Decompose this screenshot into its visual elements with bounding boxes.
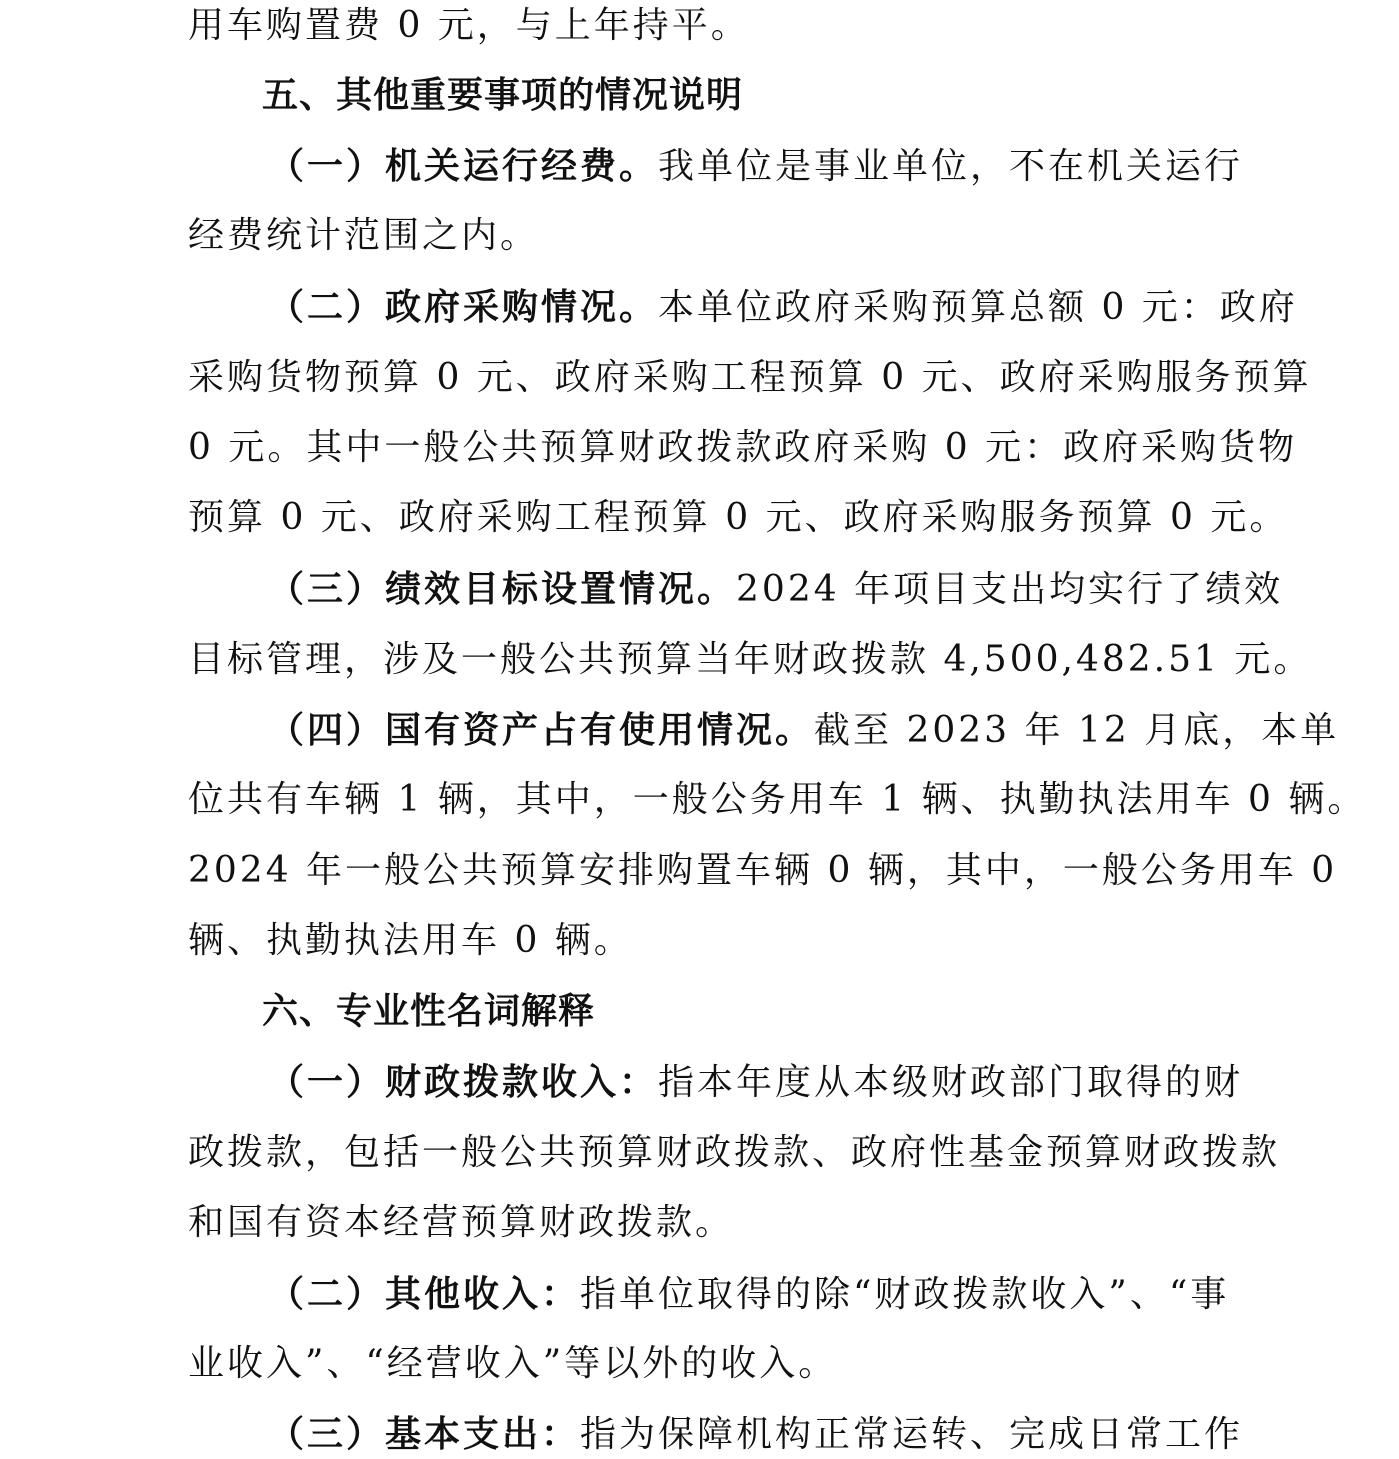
subsection-lead: （一）财政拨款收入：	[268, 1061, 659, 1103]
line-text: 业收入”、“经营收入”等以外的收入。	[188, 1343, 838, 1384]
paragraph-line	[188, 776, 1367, 824]
paragraph-line	[268, 1410, 1244, 1458]
subsection-lead: （三）基本支出：	[268, 1413, 581, 1455]
line-text: 采购货物预算 0 元、政府采购工程预算 0 元、政府采购服务预算	[188, 357, 1312, 398]
line-text: 经费统计范围之内。	[188, 215, 540, 256]
paragraph-line	[188, 494, 1289, 542]
line-text: 2024 年项目支出均实行了绩效	[736, 569, 1284, 610]
line-text: 2024 年一般公共预算安排购置车辆 0 辆，其中，一般公务用车 0	[188, 850, 1338, 891]
paragraph-line	[188, 424, 1298, 472]
line-text: 指单位取得的除“财政拨款收入”、“事	[580, 1274, 1230, 1315]
subsection-lead: （二）政府采购情况。	[268, 286, 659, 328]
line-text: 目标管理，涉及一般公共预算当年财政拨款 4,500,482.51 元。	[188, 639, 1313, 680]
paragraph-line	[188, 917, 1238, 965]
line-text: 截至 2023 年 12 月底，本单	[814, 710, 1340, 751]
paragraph-line	[268, 1270, 1238, 1318]
line-text: 指为保障机构正常运转、完成日常工作	[580, 1414, 1244, 1455]
subsection-lead: （四）国有资产占有使用情况。	[268, 709, 815, 751]
subsection-lead: （三）绩效目标设置情况。	[268, 568, 737, 610]
paragraph-line	[188, 212, 1238, 260]
paragraph-line	[188, 1340, 1238, 1388]
line-text: 预算 0 元、政府采购工程预算 0 元、政府采购服务预算 0 元。	[188, 497, 1289, 538]
line-text: 政拨款，包括一般公共预算财政拨款、政府性基金预算财政拨款	[188, 1132, 1281, 1173]
section-heading	[262, 988, 1312, 1036]
paragraph-line	[268, 283, 1298, 331]
line-text: 我单位是事业单位，不在机关运行	[658, 146, 1244, 187]
line-text: 和国有资本经营预算财政拨款。	[188, 1202, 735, 1243]
paragraph-line	[188, 847, 1338, 895]
line-text: 用车购置费 0 元，与上年持平。	[188, 5, 750, 46]
paragraph-line	[188, 1199, 1238, 1247]
line-text: 辆、执勤执法用车 0 辆。	[188, 920, 633, 961]
paragraph-line	[188, 636, 1313, 684]
paragraph-line	[268, 1058, 1244, 1106]
paragraph-line	[188, 354, 1312, 402]
subsection-lead: （一）机关运行经费。	[268, 145, 659, 187]
section-heading	[262, 72, 1312, 120]
line-text: 位共有车辆 1 辆，其中，一般公务用车 1 辆、执勤执法用车 0 辆。	[188, 779, 1367, 820]
heading-text: 五、其他重要事项的情况说明	[262, 75, 744, 116]
line-text: 0 元。其中一般公共预算财政拨款政府采购 0 元：政府采购货物	[188, 427, 1298, 468]
paragraph-line	[188, 2, 1238, 50]
paragraph-line	[268, 565, 1284, 613]
paragraph-line	[188, 1129, 1281, 1177]
line-text: 指本年度从本级财政部门取得的财	[658, 1062, 1244, 1103]
paragraph-line	[268, 706, 1340, 754]
paragraph-line	[268, 142, 1244, 190]
line-text: 本单位政府采购预算总额 0 元：政府	[658, 287, 1298, 328]
subsection-lead: （二）其他收入：	[268, 1273, 581, 1315]
heading-text: 六、专业性名词解释	[262, 991, 596, 1032]
